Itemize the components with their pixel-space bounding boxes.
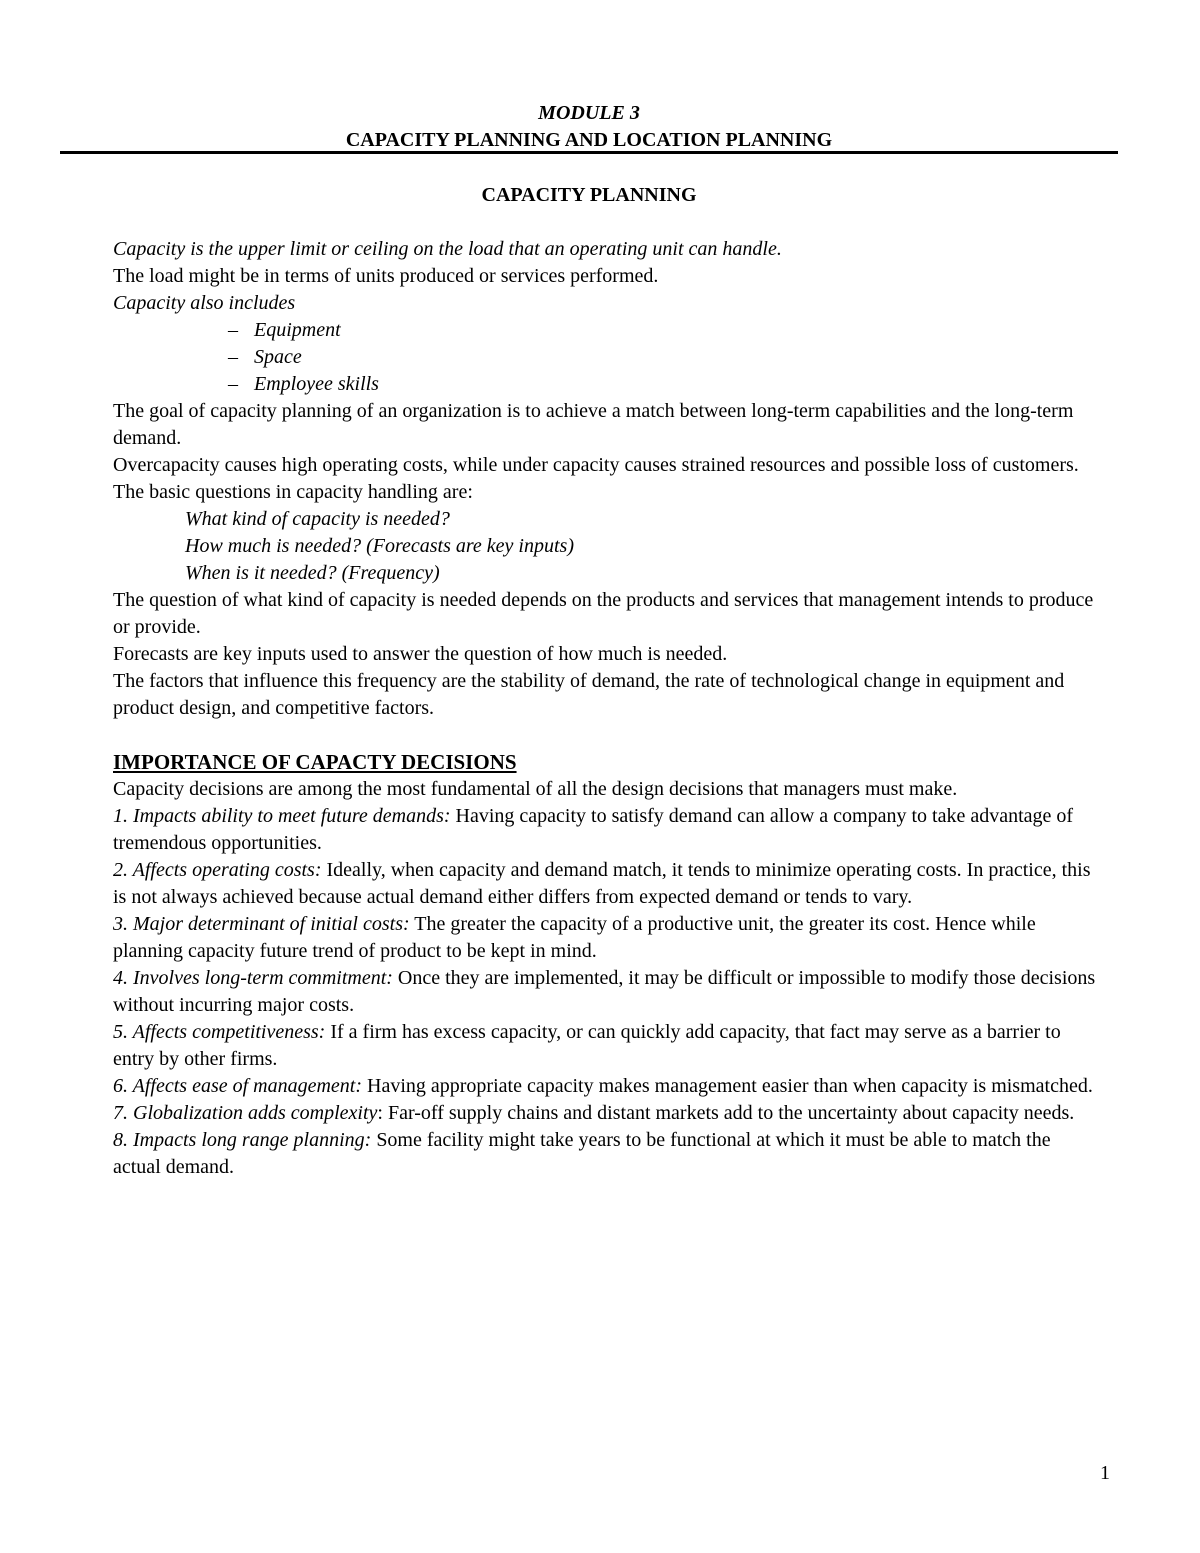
importance-item-label: 2. Affects operating costs:: [113, 859, 322, 881]
importance-item-text: The greater the capacity of a productive unit, the greater its cost. Hence while planning capacity future trend of product to be kept in mind.: [113, 913, 1036, 962]
importance-item: [113, 803, 1103, 857]
list-item: [113, 371, 1103, 398]
dash-bullet: –: [228, 346, 238, 368]
module-label: MODULE 3: [538, 102, 640, 124]
factors-paragraph: The factors that influence this frequency are the stability of demand, the rate of technological change in equipment and product design, and competitive factors.: [113, 670, 1065, 719]
importance-item-label: 6. Affects ease of management:: [113, 1075, 363, 1097]
importance-item-label: 8. Impacts long range planning:: [113, 1129, 372, 1151]
question-item: How much is needed? (Forecasts are key inputs): [185, 535, 574, 557]
importance-item: [113, 1019, 1103, 1073]
capacity-definition: Capacity is the upper limit or ceiling on the load that an operating unit can handle.: [113, 238, 782, 260]
overcapacity-paragraph: Overcapacity causes high operating costs, while under capacity causes strained resources and possible loss of customers.: [113, 454, 1079, 476]
header-rule: [60, 151, 1118, 154]
importance-item: [113, 1127, 1103, 1181]
importance-item-label: 1. Impacts ability to meet future demands:: [113, 805, 451, 827]
importance-item-text: Ideally, when capacity and demand match, it tends to minimize operating costs. In practice, this is not always achieved because actual demand either differs from expected demand or tends to vary.: [113, 859, 1091, 908]
section-heading-importance: IMPORTANCE OF CAPACTY DECISIONS: [113, 750, 517, 774]
importance-item-text: Once they are implemented, it may be difficult or impossible to modify those decisions without incurring major costs.: [113, 967, 1096, 1016]
importance-item-text: : Far-off supply chains and distant markets add to the uncertainty about capacity needs.: [377, 1102, 1075, 1124]
importance-item: [113, 965, 1103, 1019]
dash-bullet: –: [228, 373, 238, 395]
question-item: When is it needed? (Frequency): [185, 562, 440, 584]
list-item-text: Equipment: [254, 319, 341, 341]
importance-intro: Capacity decisions are among the most fundamental of all the design decisions that managers must make.: [113, 778, 958, 800]
list-item-text: Space: [254, 346, 302, 368]
kind-paragraph: The question of what kind of capacity is needed depends on the products and services that management intends to produce or provide.: [113, 589, 1094, 638]
document-title: CAPACITY PLANNING AND LOCATION PLANNING: [345, 129, 833, 151]
importance-item-label: 3. Major determinant of initial costs:: [113, 913, 410, 935]
importance-item-text: Having appropriate capacity makes management easier than when capacity is mismatched.: [362, 1075, 1093, 1097]
goal-paragraph: The goal of capacity planning of an organization is to achieve a match between long-term capabilities and the long-term demand.: [113, 400, 1074, 449]
importance-item-label: 5. Affects competitiveness:: [113, 1021, 326, 1043]
section-title-capacity-planning: CAPACITY PLANNING: [481, 184, 697, 206]
load-paragraph: The load might be in terms of units produced or services performed.: [113, 265, 659, 287]
forecasts-paragraph: Forecasts are key inputs used to answer the question of how much is needed.: [113, 643, 728, 665]
spacer: [113, 722, 1103, 749]
dash-bullet: –: [228, 319, 238, 341]
importance-item: [113, 911, 1103, 965]
importance-item-label: 7. Globalization adds complexity: [113, 1102, 378, 1124]
importance-item-label: 4. Involves long-term commitment:: [113, 967, 393, 989]
document-body: [113, 236, 1103, 1181]
importance-item: [113, 857, 1103, 911]
question-item: What kind of capacity is needed?: [185, 508, 450, 530]
document-header: [60, 100, 1118, 154]
list-item: [113, 344, 1103, 371]
importance-item: [113, 1100, 1103, 1127]
importance-item-text: Having capacity to satisfy demand can allow a company to take advantage of tremendous opportunities.: [113, 805, 1074, 854]
questions-intro: The basic questions in capacity handling are:: [113, 481, 473, 503]
includes-intro: Capacity also includes: [113, 292, 296, 314]
page-number: 1: [1100, 1462, 1110, 1484]
importance-item-text: If a firm has excess capacity, or can quickly add capacity, that fact may serve as a barrier to entry by other firms.: [113, 1021, 1061, 1070]
list-item-text: Employee skills: [254, 373, 379, 395]
importance-item: [113, 1073, 1103, 1100]
list-item: [113, 317, 1103, 344]
importance-item-text: Some facility might take years to be functional at which it must be able to match the actual demand.: [113, 1129, 1051, 1178]
